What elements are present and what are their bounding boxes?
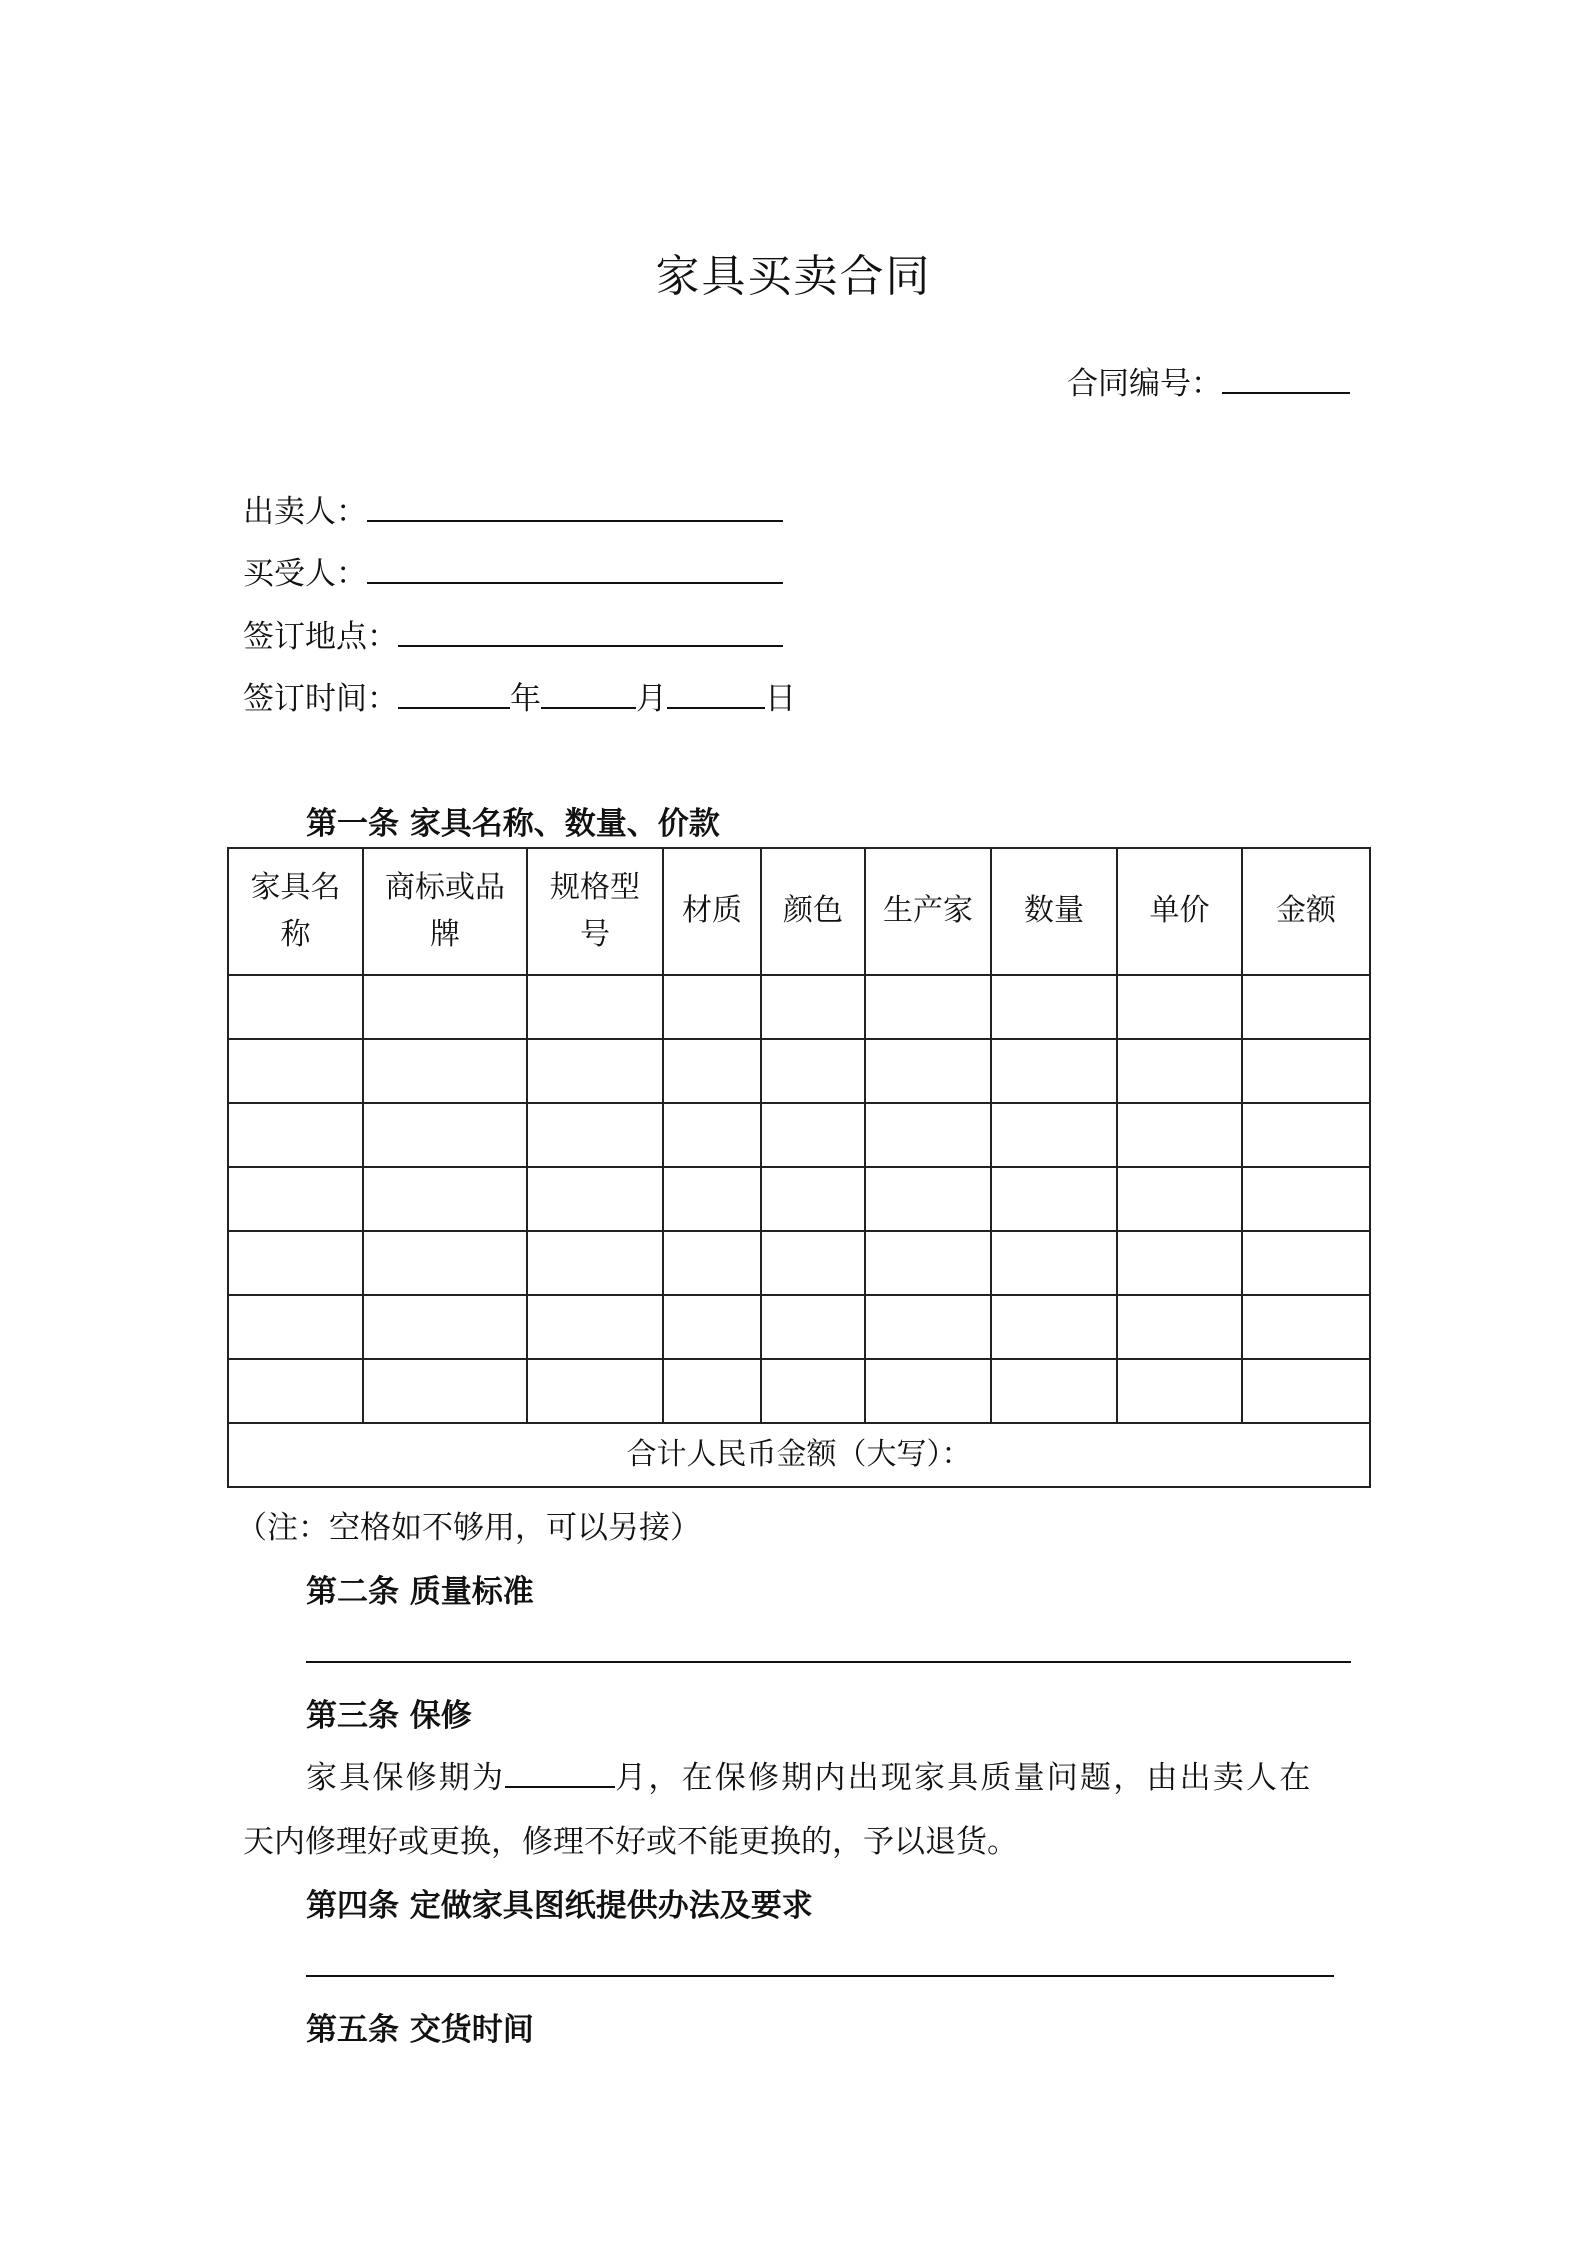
table-cell[interactable] <box>228 1167 363 1231</box>
column-header: 规格型号 <box>527 848 663 975</box>
table-cell[interactable] <box>761 975 865 1039</box>
table-cell[interactable] <box>991 975 1117 1039</box>
table-cell[interactable] <box>363 1167 527 1231</box>
table-cell[interactable] <box>1242 1295 1370 1359</box>
day-label: 日 <box>765 681 796 717</box>
column-header: 商标或品牌 <box>363 848 527 975</box>
table-total-row <box>228 1423 1370 1487</box>
article4-heading: 第四条 定做家具图纸提供办法及要求 <box>306 1888 813 1924</box>
table-cell[interactable] <box>1117 975 1242 1039</box>
quality-standard-blank[interactable] <box>306 1661 1351 1663</box>
table-cell[interactable] <box>1117 1231 1242 1295</box>
table-cell[interactable] <box>363 1039 527 1103</box>
buyer-label: 买受人： <box>243 556 367 592</box>
table-cell[interactable] <box>1117 1167 1242 1231</box>
table-cell[interactable] <box>663 1167 761 1231</box>
year-label: 年 <box>510 681 541 717</box>
table-cell[interactable] <box>865 1167 991 1231</box>
table-cell[interactable] <box>865 1359 991 1423</box>
drawing-requirements-blank[interactable] <box>306 1975 1334 1977</box>
seller-label: 出卖人： <box>243 494 367 530</box>
signing-time-field <box>243 673 796 718</box>
table-row <box>228 975 1370 1039</box>
signing-time-label: 签订时间： <box>243 681 398 717</box>
table-cell[interactable] <box>663 1039 761 1103</box>
table-cell[interactable] <box>761 1359 865 1423</box>
article3-heading: 第三条 保修 <box>306 1698 472 1734</box>
warranty-paragraph-line1 <box>306 1752 1312 1797</box>
document-title: 家具买卖合同 <box>655 251 932 302</box>
article2-heading: 第二条 质量标准 <box>306 1574 534 1610</box>
table-cell[interactable] <box>991 1039 1117 1103</box>
table-cell[interactable] <box>363 1295 527 1359</box>
seller-field <box>243 486 783 531</box>
table-cell[interactable] <box>663 1295 761 1359</box>
table-cell[interactable] <box>527 1359 663 1423</box>
table-cell[interactable] <box>1117 1295 1242 1359</box>
table-cell[interactable] <box>363 1103 527 1167</box>
table-cell[interactable] <box>865 1295 991 1359</box>
table-cell[interactable] <box>761 1039 865 1103</box>
buyer-blank[interactable] <box>367 548 783 584</box>
column-header: 金额 <box>1242 848 1370 975</box>
table-cell[interactable] <box>1117 1103 1242 1167</box>
table-cell[interactable] <box>1117 1359 1242 1423</box>
table-cell[interactable] <box>991 1231 1117 1295</box>
signing-place-label: 签订地点： <box>243 619 398 655</box>
table-header-row <box>228 848 1370 975</box>
table-cell[interactable] <box>527 1231 663 1295</box>
month-label: 月 <box>636 681 667 717</box>
table-cell[interactable] <box>991 1103 1117 1167</box>
table-cell[interactable] <box>663 1359 761 1423</box>
table-cell[interactable] <box>527 1295 663 1359</box>
column-header: 家具名称 <box>228 848 363 975</box>
table-cell[interactable] <box>865 1231 991 1295</box>
table-cell[interactable] <box>1242 1231 1370 1295</box>
table-cell[interactable] <box>527 1039 663 1103</box>
signing-place-field <box>243 611 783 656</box>
table-cell[interactable] <box>228 1295 363 1359</box>
contract-number-label: 合同编号： <box>1067 366 1222 402</box>
table-cell[interactable] <box>228 1231 363 1295</box>
warranty-paragraph-line2: 天内修理好或更换，修理不好或不能更换的，予以退货。 <box>243 1824 1018 1860</box>
table-row <box>228 1103 1370 1167</box>
table-cell[interactable] <box>527 1167 663 1231</box>
table-cell[interactable] <box>363 1359 527 1423</box>
month-blank[interactable] <box>541 673 636 709</box>
table-cell[interactable] <box>1242 975 1370 1039</box>
day-blank[interactable] <box>667 673 765 709</box>
table-row <box>228 1039 1370 1103</box>
table-cell[interactable] <box>1242 1039 1370 1103</box>
table-cell[interactable] <box>228 975 363 1039</box>
table-cell[interactable] <box>363 1231 527 1295</box>
contract-number-blank[interactable] <box>1222 358 1350 394</box>
table-cell[interactable] <box>663 1103 761 1167</box>
table-cell[interactable] <box>991 1295 1117 1359</box>
table-cell[interactable] <box>865 975 991 1039</box>
column-header: 单价 <box>1117 848 1242 975</box>
table-cell[interactable] <box>1242 1359 1370 1423</box>
table-row <box>228 1167 1370 1231</box>
table-cell[interactable] <box>228 1359 363 1423</box>
table-row <box>228 1359 1370 1423</box>
column-header: 生产家 <box>865 848 991 975</box>
warranty-text-b: 月，在保修期内出现家具质量问题，由出卖人在 <box>615 1760 1313 1796</box>
table-cell[interactable] <box>1242 1167 1370 1231</box>
table-cell[interactable] <box>1117 1039 1242 1103</box>
table-cell[interactable] <box>228 1039 363 1103</box>
article1-heading: 第一条 家具名称、数量、价款 <box>306 806 720 842</box>
furniture-items-table <box>227 847 1371 1488</box>
table-cell[interactable] <box>761 1167 865 1231</box>
table-cell[interactable] <box>363 975 527 1039</box>
table-cell[interactable] <box>761 1103 865 1167</box>
table-cell[interactable] <box>663 1231 761 1295</box>
year-blank[interactable] <box>398 673 510 709</box>
column-header: 数量 <box>991 848 1117 975</box>
table-cell[interactable] <box>865 1103 991 1167</box>
total-amount-cell[interactable]: 合计人民币金额（大写）： <box>228 1423 1370 1487</box>
table-row <box>228 1295 1370 1359</box>
signing-place-blank[interactable] <box>398 611 783 647</box>
table-cell[interactable] <box>663 975 761 1039</box>
table-cell[interactable] <box>865 1039 991 1103</box>
warranty-text-a: 家具保修期为 <box>306 1760 506 1796</box>
table-cell[interactable] <box>228 1103 363 1167</box>
warranty-months-blank[interactable] <box>505 1752 615 1788</box>
table-cell[interactable] <box>761 1295 865 1359</box>
table-cell[interactable] <box>1242 1103 1370 1167</box>
article5-heading: 第五条 交货时间 <box>306 2012 534 2048</box>
table-note: （注：空格如不够用，可以另接） <box>236 1510 701 1546</box>
table-cell[interactable] <box>991 1167 1117 1231</box>
table-row <box>228 1231 1370 1295</box>
table-cell[interactable] <box>527 1103 663 1167</box>
table-cell[interactable] <box>527 975 663 1039</box>
table-cell[interactable] <box>761 1231 865 1295</box>
column-header: 材质 <box>663 848 761 975</box>
column-header: 颜色 <box>761 848 865 975</box>
seller-blank[interactable] <box>367 486 783 522</box>
table-cell[interactable] <box>991 1359 1117 1423</box>
contract-number-field <box>1067 358 1350 403</box>
buyer-field <box>243 548 783 593</box>
